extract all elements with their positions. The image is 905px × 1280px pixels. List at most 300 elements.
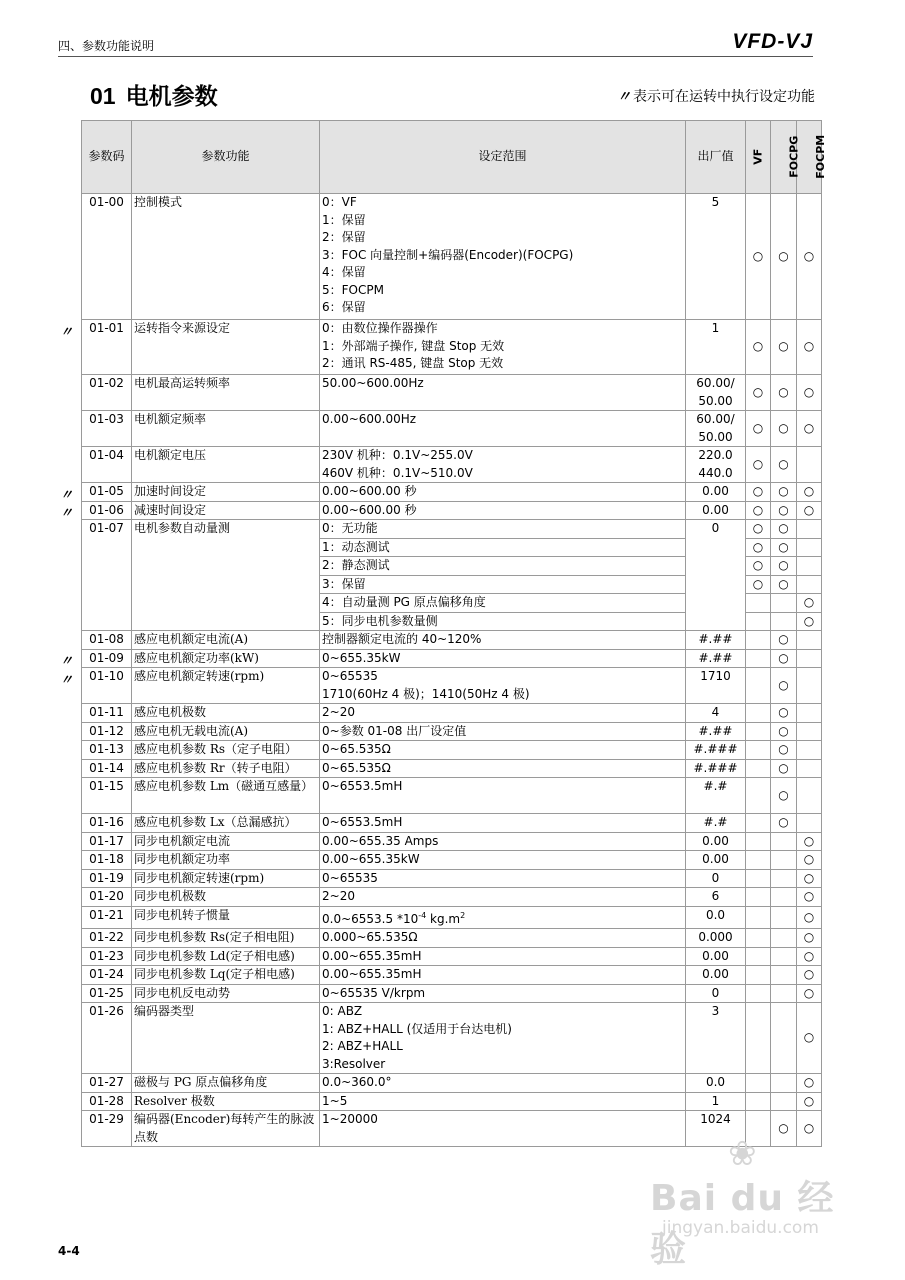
focpm-mark: ○ [797,1111,822,1147]
vf-mark [746,612,771,631]
focpm-mark: ○ [797,501,822,520]
param-name: 同步电机参数 Ld(定子相电感) [132,947,320,966]
param-name: 同步电机转子惯量 [132,906,320,929]
watermark-brand: Bai du 经验 [650,1178,835,1270]
table-row [82,631,822,650]
range-line: 0~655.35kW [322,650,401,665]
param-code: 01-25 [82,984,132,1003]
focpg-mark: ○ [771,411,797,447]
focpm-mark [797,520,822,539]
run-note-text: 表示可在运转中执行设定功能 [633,89,815,105]
default-value: 60.00/ 50.00 [686,375,746,411]
range-line: 0：VF [322,195,357,209]
focpg-mark: ○ [771,759,797,778]
param-name: 编码器(Encoder)每转产生的脉波点数 [132,1111,320,1147]
param-code: 01-28 [82,1092,132,1111]
default-value: 0.00 [686,483,746,502]
param-code: 01-10 [82,668,132,704]
default-value: #.## [686,722,746,741]
range-line: 1：外部端子操作, 键盘 Stop 无效 [322,338,505,353]
range-line: 0~6553.5mH [322,779,403,793]
focpm-mark [797,704,822,723]
default-value: 1024 [686,1111,746,1147]
focpg-mark: ○ [771,649,797,668]
focpm-mark [797,668,822,704]
default-value: 1710 [686,668,746,704]
default-value: 220.0 440.0 [686,447,746,483]
vf-mark [746,984,771,1003]
param-code: 01-12 [82,722,132,741]
vf-mark: ○ [746,557,771,576]
param-range [320,722,686,741]
param-name: 感应电机额定电流(A) [132,631,320,650]
vf-mark [746,759,771,778]
watermark [620,1130,860,1270]
focpg-mark: ○ [771,538,797,557]
default-value: #.### [686,741,746,760]
focpg-mark [771,929,797,948]
focpm-mark [797,447,822,483]
focpg-mark: ○ [771,375,797,411]
focpm-mark: ○ [797,832,822,851]
focpg-mark: ○ [771,722,797,741]
vf-mark [746,1074,771,1093]
focpg-mark [771,851,797,870]
param-range [320,483,686,502]
param-name: Resolver 极数 [132,1092,320,1111]
title-text: 电机参数 [125,83,218,110]
param-code: 01-22 [82,929,132,948]
param-code: 01-24 [82,966,132,985]
param-name: 电机最高运转频率 [132,375,320,411]
range-line: 5：FOCPM [322,282,384,297]
param-range [320,320,686,375]
focpm-mark [797,557,822,576]
focpg-mark: ○ [771,501,797,520]
table-row [82,411,822,447]
focpm-mark: ○ [797,194,822,320]
range-line: 1~20000 [322,1112,378,1126]
focpm-mark [797,759,822,778]
table-row [82,722,822,741]
default-value: 0.0 [686,1074,746,1093]
focpm-mark: ○ [797,888,822,907]
param-range [320,1092,686,1111]
param-range [320,814,686,833]
range-line: 0.00~600.00 秒 [322,484,417,498]
default-value: 5 [686,194,746,320]
vf-mark: ○ [746,483,771,502]
focpg-mark [771,594,797,613]
focpm-mark [797,814,822,833]
default-value: 0 [686,869,746,888]
vf-mark: ○ [746,575,771,594]
param-name: 电机额定频率 [132,411,320,447]
range-option: 3：保留 [320,575,686,594]
range-line: 0.00~655.35kW [322,852,420,866]
focpm-mark [797,649,822,668]
default-value: #.## [686,649,746,668]
param-name: 电机参数自动量测 [132,520,320,631]
param-code: 01-16 [82,814,132,833]
vf-mark: ○ [746,447,771,483]
focpg-mark [771,1092,797,1111]
focpm-mark [797,778,822,814]
focpm-mark: ○ [797,1092,822,1111]
param-code: 01-00 [82,194,132,320]
param-code: 01-03 [82,411,132,447]
focpg-mark: ○ [771,778,797,814]
focpg-mark: ○ [771,575,797,594]
title-number: 01 [90,83,116,109]
range-line: 0~65.535Ω [322,760,391,775]
param-range [320,631,686,650]
focpm-mark: ○ [797,375,822,411]
range-option: 2：静态测试 [320,557,686,576]
table-row [82,194,822,320]
param-name: 感应电机参数 Lx（总漏感抗） [132,814,320,833]
range-line: 2~20 [322,889,355,903]
range-line: 4：保留 [322,265,366,279]
param-code: 01-26 [82,1003,132,1074]
run-mark-icon: 〃 [60,487,74,503]
table-row [82,869,822,888]
param-range [320,375,686,411]
run-mark-icon: 〃 [60,324,74,340]
focpm-mark [797,722,822,741]
focpm-mark: ○ [797,966,822,985]
param-name: 同步电机参数 Rs(定子相电阻) [132,929,320,948]
focpg-mark [771,1003,797,1074]
run-mark-icon: 〃 [60,672,74,688]
vf-mark [746,631,771,650]
default-value: 0.00 [686,966,746,985]
table-row [82,649,822,668]
param-code: 01-11 [82,704,132,723]
table-row [82,520,822,539]
focpm-mark: ○ [797,594,822,613]
param-name: 同步电机极数 [132,888,320,907]
param-name: 运转指令来源设定 [132,320,320,375]
focpm-mark [797,741,822,760]
vf-mark [746,1003,771,1074]
default-value: 0.00 [686,947,746,966]
param-code: 01-18 [82,851,132,870]
default-value: 0.00 [686,832,746,851]
range-line: 1: ABZ+HALL (仅适用于台达电机) [322,1021,512,1036]
focpg-mark [771,612,797,631]
header-code: 参数码 [82,121,132,194]
param-code: 01-06 [82,501,132,520]
focpm-mark: ○ [797,411,822,447]
vf-mark: ○ [746,501,771,520]
focpm-mark: ○ [797,929,822,948]
param-range [320,947,686,966]
focpg-mark: ○ [771,741,797,760]
focpg-mark [771,947,797,966]
param-range [320,759,686,778]
range-option: 0：无功能 [320,520,686,539]
table-row [82,375,822,411]
focpm-mark: ○ [797,869,822,888]
range-line: 0.0~6553.5 $*10^{-4}$ $kg.m^2$ [322,910,466,926]
param-range [320,649,686,668]
param-name: 感应电机额定转速(rpm) [132,668,320,704]
header-function: 参数功能 [132,121,320,194]
focpg-mark: ○ [771,194,797,320]
range-line: 0.000~65.535Ω [322,930,418,944]
default-value: #.## [686,631,746,650]
focpg-mark [771,984,797,1003]
param-range [320,984,686,1003]
focpg-mark: ○ [771,631,797,650]
vf-mark [746,888,771,907]
vf-mark [746,722,771,741]
table-row [82,984,822,1003]
default-value: 60.00/ 50.00 [686,411,746,447]
param-name: 同步电机反电动势 [132,984,320,1003]
table-row [82,1074,822,1093]
watermark-url: jingyan.baidu.com [662,1218,819,1238]
table-row [82,704,822,723]
param-name: 减速时间设定 [132,501,320,520]
param-range [320,851,686,870]
table-header-row [82,121,822,194]
param-range [320,888,686,907]
param-code: 01-08 [82,631,132,650]
param-code: 01-21 [82,906,132,929]
paw-icon: ❀ [728,1134,757,1174]
vf-mark [746,594,771,613]
focpg-mark: ○ [771,520,797,539]
focpm-mark: ○ [797,483,822,502]
vf-mark [746,851,771,870]
param-name: 控制模式 [132,194,320,320]
param-name: 感应电机参数 Rr（转子电阻） [132,759,320,778]
focpm-mark [797,631,822,650]
range-line: 控制器额定电流的 40~120% [322,632,482,646]
param-range [320,869,686,888]
param-range [320,741,686,760]
range-line: 0.0~360.0° [322,1075,392,1089]
default-value: #.# [686,814,746,833]
range-line: 0.00~655.35 Amps [322,833,439,848]
vf-mark [746,814,771,833]
param-code: 01-23 [82,947,132,966]
table-row [82,888,822,907]
param-code: 01-02 [82,375,132,411]
focpm-mark: ○ [797,984,822,1003]
param-code: 01-07 [82,520,132,631]
param-code: 01-09 [82,649,132,668]
table-row [82,320,822,375]
section-header: 四、参数功能说明 [58,39,155,53]
param-range [320,447,686,483]
vf-mark: ○ [746,194,771,320]
focpm-mark [797,575,822,594]
run-mark-icon: 〃 [60,506,74,521]
vf-mark: ○ [746,520,771,539]
range-line: 2：保留 [322,230,366,244]
range-line: 0~6553.5mH [322,815,403,829]
focpg-mark: ○ [771,447,797,483]
table-row [82,929,822,948]
range-line: 50.00~600.00Hz [322,376,424,390]
param-code: 01-17 [82,832,132,851]
vf-mark [746,947,771,966]
default-value: 0 [686,984,746,1003]
focpm-mark [797,538,822,557]
param-code: 01-27 [82,1074,132,1093]
table-row [82,759,822,778]
param-name: 同步电机额定转速(rpm) [132,869,320,888]
param-range [320,966,686,985]
default-value: 0.000 [686,929,746,948]
vf-mark [746,649,771,668]
param-range [320,194,686,320]
vf-mark [746,832,771,851]
param-range [320,704,686,723]
default-value: 0.00 [686,501,746,520]
vf-mark: ○ [746,411,771,447]
range-line: 0~参数 01-08 出厂设定值 [322,723,467,738]
param-name: 感应电机额定功率(kW) [132,649,320,668]
param-range [320,929,686,948]
brand-logo: VFD-VJ [732,30,813,53]
param-code: 01-14 [82,759,132,778]
range-line: 0: ABZ [322,1004,363,1018]
param-name: 同步电机额定功率 [132,851,320,870]
range-line: 0.00~655.35mH [322,967,422,981]
parameter-table [81,120,828,1147]
focpm-mark: ○ [797,1074,822,1093]
run-mark-icon: 〃 [617,89,631,105]
param-name: 同步电机参数 Lq(定子相电感) [132,966,320,985]
param-range [320,832,686,851]
param-range [320,411,686,447]
table-row [82,1003,822,1074]
page-number: 4-4 [58,1244,80,1258]
param-range [320,906,686,929]
param-range [320,1003,686,1074]
table-row [82,1092,822,1111]
param-name: 同步电机额定电流 [132,832,320,851]
range-line: 0~65.535Ω [322,742,391,756]
vf-mark [746,741,771,760]
range-line: 0~65535 V/krpm [322,985,426,1000]
param-code: 01-04 [82,447,132,483]
vf-mark [746,1092,771,1111]
focpg-mark: ○ [771,320,797,375]
focpg-mark [771,888,797,907]
focpm-mark: ○ [797,320,822,375]
default-value: #.# [686,778,746,814]
table-row [82,966,822,985]
default-value: 4 [686,704,746,723]
focpg-mark [771,1074,797,1093]
range-line: 1：保留 [322,212,366,227]
param-code: 01-29 [82,1111,132,1147]
param-code: 01-05 [82,483,132,502]
range-line: 0~65535 [322,669,378,683]
table-row [82,668,822,704]
vf-mark: ○ [746,320,771,375]
range-line: 0.00~600.00 秒 [322,502,417,517]
range-line: 2：通讯 RS-485, 键盘 Stop 无效 [322,356,504,370]
param-range [320,1074,686,1093]
focpg-mark [771,906,797,929]
range-line: 3:Resolver [322,1056,386,1071]
range-option: 1：动态测试 [320,538,686,557]
range-line: 1~5 [322,1093,348,1108]
table-row [82,906,822,929]
range-line: 3：FOC 向量控制+编码器(Encoder)(FOCPG) [322,247,574,262]
param-range [320,501,686,520]
default-value: 3 [686,1003,746,1074]
param-name: 加速时间设定 [132,483,320,502]
param-code: 01-13 [82,741,132,760]
vf-mark: ○ [746,538,771,557]
header-range: 设定范围 [320,121,686,194]
default-value: 1 [686,1092,746,1111]
range-line: 0.00~600.00Hz [322,412,417,426]
vf-mark [746,704,771,723]
table-row [82,447,822,483]
table-row [82,832,822,851]
default-value: 0.0 [686,906,746,929]
range-line: 230V 机种：0.1V~255.0V [322,448,473,462]
range-line: 6：保留 [322,300,366,314]
focpm-mark: ○ [797,906,822,929]
param-name: 感应电机极数 [132,704,320,723]
table-row [82,851,822,870]
header-default: 出厂值 [686,121,746,194]
param-name: 感应电机参数 Rs（定子电阻） [132,741,320,760]
focpm-mark: ○ [797,947,822,966]
header-focpm: FOCPM [797,121,822,194]
range-line: 2~20 [322,705,355,719]
vf-mark [746,906,771,929]
vf-mark [746,929,771,948]
table-row [82,947,822,966]
vf-mark [746,869,771,888]
focpg-mark: ○ [771,557,797,576]
focpg-mark: ○ [771,814,797,833]
focpg-mark: ○ [771,704,797,723]
focpg-mark [771,869,797,888]
run-note [617,86,815,106]
header-vf: VF [746,121,771,194]
table-row [82,814,822,833]
table-row [82,501,822,520]
vf-mark [746,668,771,704]
range-line: 2: ABZ+HALL [322,1039,403,1053]
focpg-mark: ○ [771,483,797,502]
default-value: #.### [686,759,746,778]
default-value: 1 [686,320,746,375]
vf-mark: ○ [746,375,771,411]
focpg-mark: ○ [771,1111,797,1147]
range-line: 1710(60Hz 4 极)；1410(50Hz 4 极) [322,686,530,701]
focpg-mark [771,966,797,985]
param-name: 编码器类型 [132,1003,320,1074]
default-value: 0 [686,520,746,631]
range-line: 460V 机种：0.1V~510.0V [322,465,473,480]
header-divider [58,56,813,57]
run-mark-icon: 〃 [60,654,74,669]
param-name: 磁极与 PG 原点偏移角度 [132,1074,320,1093]
focpm-mark: ○ [797,851,822,870]
